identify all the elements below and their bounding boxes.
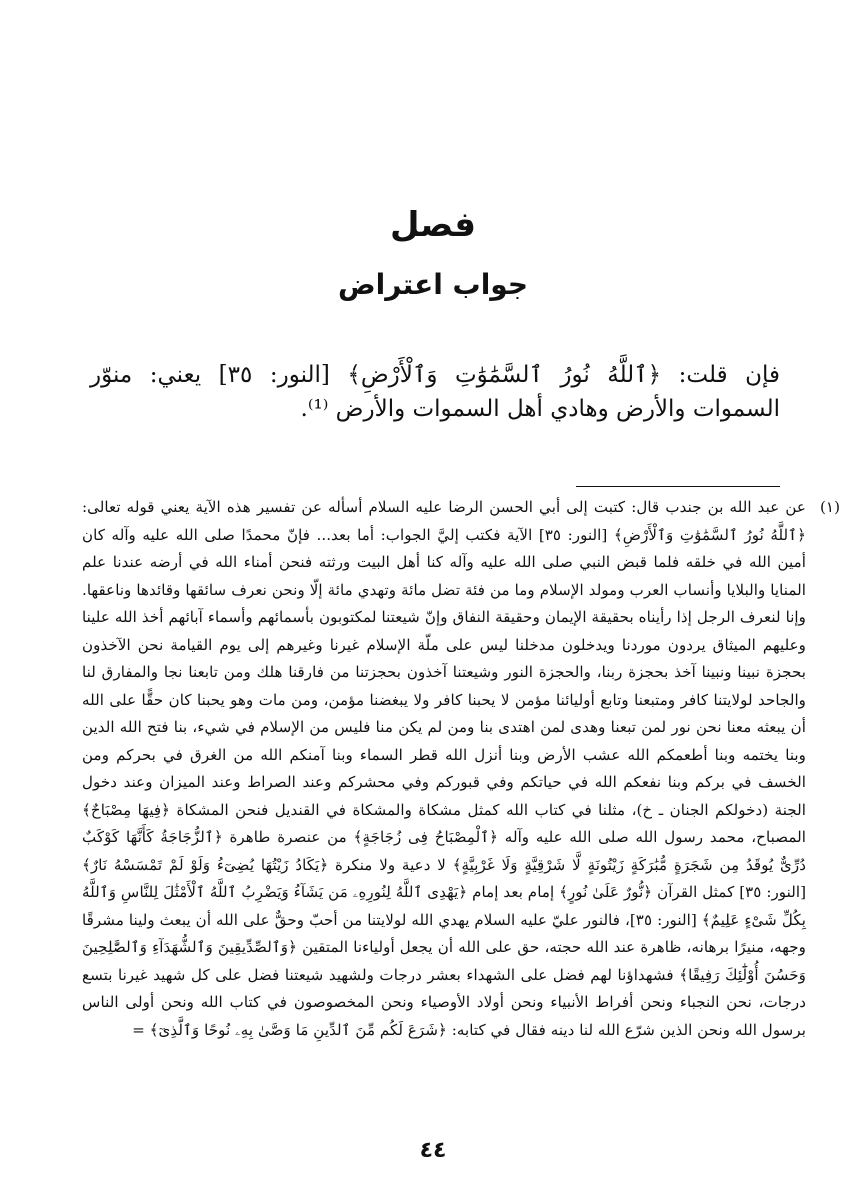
page-number: ٤٤: [419, 1138, 447, 1163]
chapter-subtitle: جواب اعتراض: [337, 268, 529, 301]
main-paragraph: فإن قلت: ﴿ٱللَّهُ نُورُ ٱلسَّمَٰوَٰتِ وَٱلْأَرْضِ﴾ [النور: ٣٥] يعني: منوّر السموات والأرض وهادي أهل السموات والأرض ⁽¹⁾.: [90, 362, 780, 422]
chapter-title: فصل: [389, 205, 477, 245]
footnote-divider: [576, 486, 780, 487]
footnote-number: (١): [819, 498, 841, 516]
footnote-text: عن عبد الله بن جندب قال: كتبت إلى أبي الحسن الرضا عليه السلام أسأله عن تفسير هذه الآية يعني قوله تعالى: ﴿ٱللَّهُ نُورُ ٱلسَّمَٰوَٰتِ وَٱلْأَرْضِ﴾ [النور: ٣٥] الآية فكتب إليَّ الجواب: أما بعد... فإنّ محمدًا صلى الله عليه وآله كان أمين الله في خلقه فلما قبض النبي صلى الله عليه وآله كنا أهل البيت ورثته فنحن أمناء الله في أرضه عندنا علم المنايا والبلايا وأنساب العرب ومولد الإسلام وما من فئة تضل مائة وتهدي مائة إلّا ونحن نعرف سائقها وقائدها وناعقها. وإنا لنعرف الرجل إذا رأيناه بحقيقة الإيمان وحقيقة النفاق وإنّ شيعتنا لمكتوبون بأسمائهم وأسماء آبائهم أخذ الله علينا وعليهم الميثاق يردون موردنا ويدخلون مدخلنا ليس على ملّة الإسلام غيرنا وغيرهم إلى يوم القيامة نحن الآخذون بحجزة نبينا ونبينا آخذ بحجزة ربنا، والحجزة النور وشيعتنا آخذون بحجزتنا من فارقنا هلك ومن تابعنا نجا والمفارق لنا والجاحد لولايتنا كافر ومتبعنا وتابع أوليائنا مؤمن لا يحبنا كافر ولا يبغضنا مؤمن، ومن مات وهو يحبنا كان حقًّا على الله أن يبعثه معنا نحن نور لمن تبعنا وهدى لمن اهتدى بنا ومن لم يكن منا فليس من الإسلام في شيء، بنا فتح الله الدين وبنا يختمه وبنا أطعمكم الله عشب الأرض وبنا أنزل الله قطر السماء وبنا آمنكم الله من الغرق في بحركم ومن الخسف في بركم وبنا نفعكم الله في حياتكم وفي قبوركم وفي محشركم وعند الصراط وعند الميزان وعند دخول الجنة (دخولكم الجنان ـ خ)، مثلنا في كتاب الله كمثل مشكاة والمشكاة في القنديل فنحن المشكاة ﴿فِيهَا مِصْبَاحٌ﴾ المصباح، محمد رسول الله صلى الله عليه وآله ﴿ٱلْمِصْبَاحُ فِى زُجَاجَةٍ﴾ من عنصرة طاهرة ﴿ٱلزُّجَاجَةُ كَأَنَّهَا كَوْكَبٌ دُرِّىٌّ يُوقَدُ مِن شَجَرَةٍ مُّبَٰرَكَةٍ زَيْتُونَةٍ لَّا شَرْقِيَّةٍ وَلَا غَرْبِيَّةٍ﴾ لا دعية ولا منكرة ﴿يَكَادُ زَيْتُهَا يُضِىٓءُ وَلَوْ لَمْ تَمْسَسْهُ نَارٌ﴾ [النور: ٣٥] كمثل القرآن ﴿نُّورٌ عَلَىٰ نُورٍ﴾ إمام بعد إمام ﴿يَهْدِى ٱللَّهُ لِنُورِهِۦ مَن يَشَآءُ وَيَضْرِبُ ٱللَّهُ ٱلْأَمْثَٰلَ لِلنَّاسِ وَٱللَّهُ بِكُلِّ شَىْءٍ عَلِيمٌ﴾ [النور: ٣٥]، فالنور عليّ عليه السلام يهدي الله لولايتنا من أحبّ وحقٌّ على الله أن يبعث ولينا مشرقًا وجهه، منيرًا برهانه، ظاهرة عند الله حجته، حق على الله أن يجعل أولياءنا المتقين ﴿وَٱلصِّدِّيقِينَ وَٱلشُّهَدَآءِ وَٱلصَّٰلِحِينَ وَحَسُنَ أُوْلَٰٓئِكَ رَفِيقًا﴾ فشهداؤنا لهم فضل على الشهداء بعشر درجات ولشهيد شيعتنا فضل على كل شهيد غيرنا بتسع درجات، نحن النجباء ونحن أفراط الأنبياء ونحن أولاد الأوصياء ونحن المخصوصون في كتاب الله ونحن أولى الناس برسول الله ونحن الذين شرّع الله لنا دينه فقال في كتابه: ﴿شَرَعَ لَكُم مِّنَ ٱلدِّينِ مَا وَصَّىٰ بِهِۦ نُوحًا وَٱلَّذِىٓ﴾ =: [82, 498, 806, 1039]
footnote: [82, 494, 841, 1044]
